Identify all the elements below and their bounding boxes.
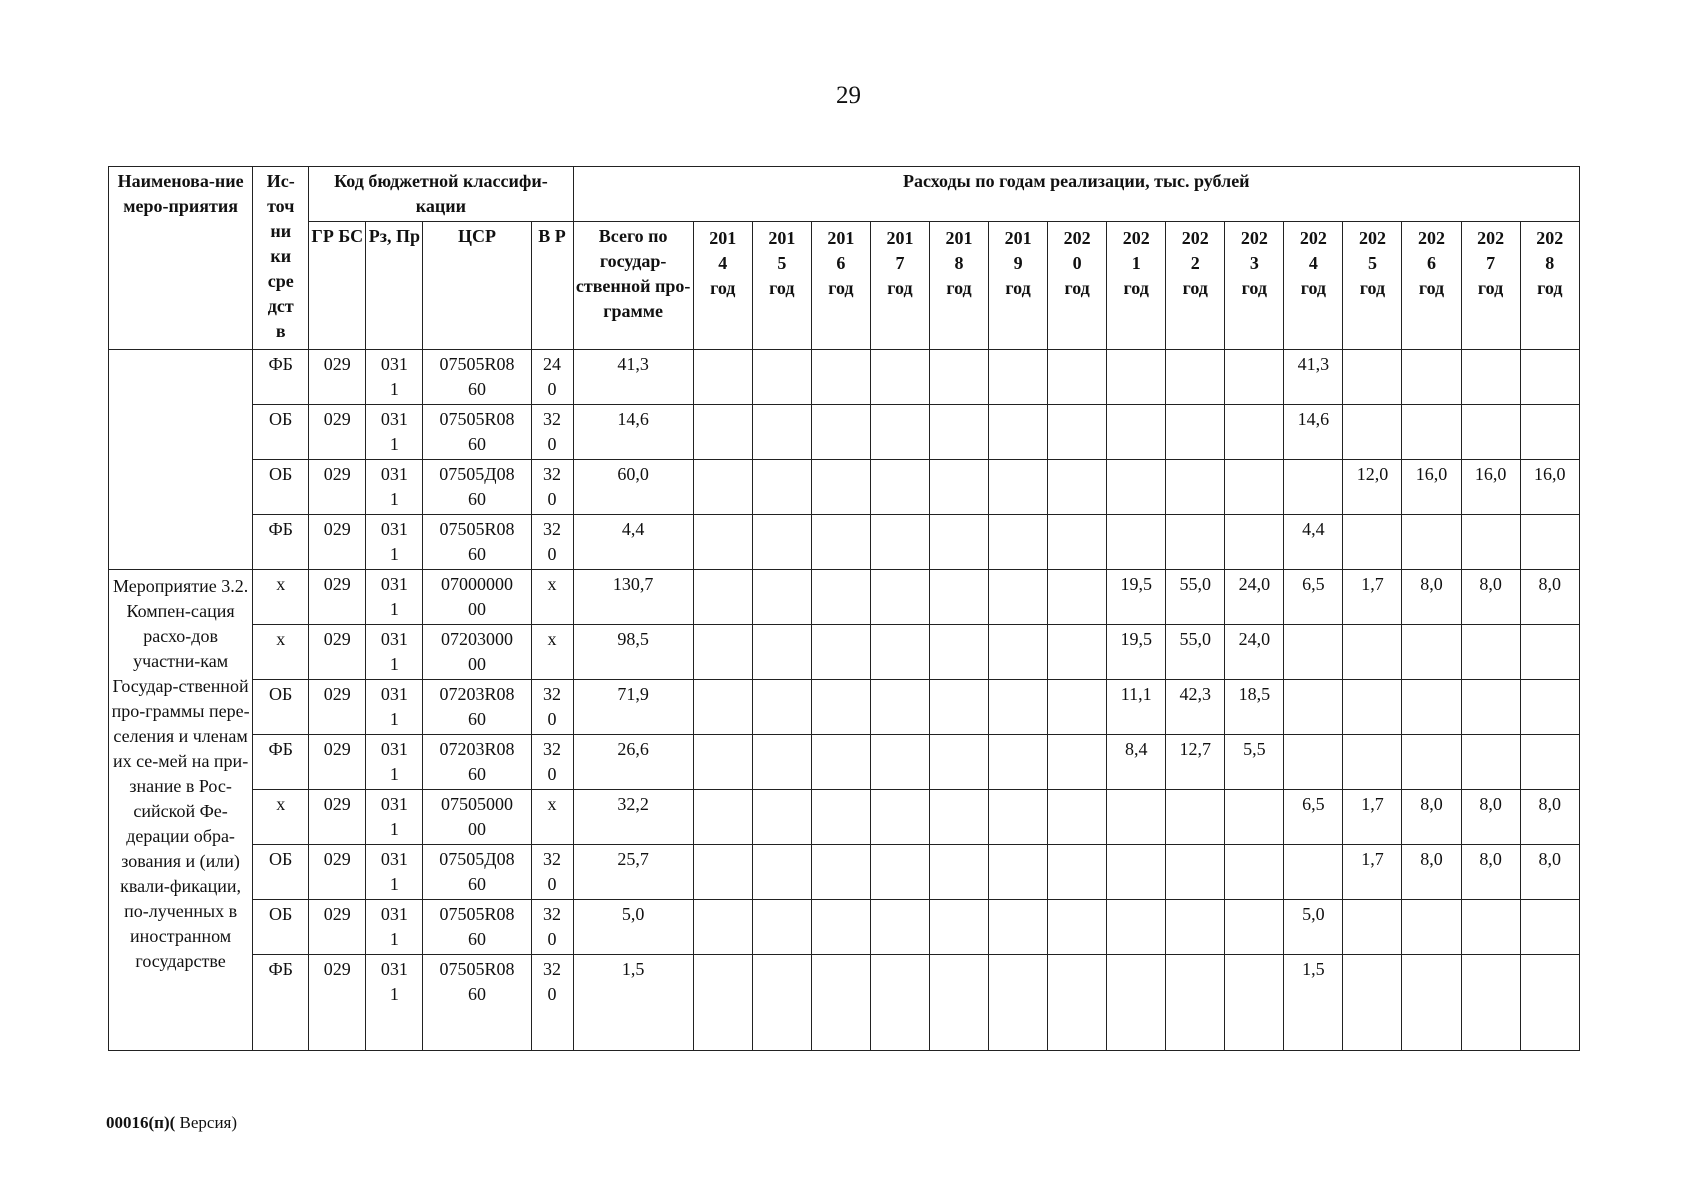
- year-value-cell: [989, 955, 1048, 1051]
- year-value-cell: 14,6: [1284, 405, 1343, 460]
- header-year-2: 201 6 год: [811, 222, 870, 350]
- year-value-cell: [1225, 845, 1284, 900]
- vr-cell: х: [531, 570, 573, 625]
- vr-cell: 32 0: [531, 900, 573, 955]
- year-value-cell: [1107, 790, 1166, 845]
- year-value-cell: [752, 680, 811, 735]
- year-value-cell: 16,0: [1520, 460, 1579, 515]
- rzpr-cell: 031 1: [366, 405, 423, 460]
- table-row: [109, 735, 1580, 790]
- rzpr-cell: 031 1: [366, 515, 423, 570]
- year-value-cell: [1343, 735, 1402, 790]
- year-value-cell: [1284, 460, 1343, 515]
- year-value-cell: [811, 350, 870, 405]
- table-row: [109, 350, 1580, 405]
- year-value-cell: [1520, 625, 1579, 680]
- year-value-cell: 1,7: [1343, 570, 1402, 625]
- year-value-cell: [1343, 515, 1402, 570]
- header-year-1: 201 5 год: [752, 222, 811, 350]
- year-value-cell: [929, 955, 988, 1051]
- source-cell: х: [253, 625, 309, 680]
- footer-code-text: 00016(п)(: [106, 1113, 176, 1132]
- year-value-cell: 12,7: [1166, 735, 1225, 790]
- table-row: [109, 405, 1580, 460]
- year-value-cell: 8,0: [1402, 790, 1461, 845]
- rzpr-cell: 031 1: [366, 625, 423, 680]
- year-value-cell: [989, 350, 1048, 405]
- total-cell: 98,5: [573, 625, 693, 680]
- year-value-cell: [1048, 350, 1107, 405]
- year-value-cell: [870, 680, 929, 735]
- table-row: [109, 790, 1580, 845]
- csr-cell: 07505Д08 60: [423, 460, 531, 515]
- year-value-cell: [811, 845, 870, 900]
- source-cell: ОБ: [253, 460, 309, 515]
- header-year-6: 202 0 год: [1048, 222, 1107, 350]
- year-value-cell: [870, 460, 929, 515]
- year-value-cell: [693, 845, 752, 900]
- rzpr-cell: 031 1: [366, 735, 423, 790]
- vr-cell: х: [531, 790, 573, 845]
- year-value-cell: 55,0: [1166, 625, 1225, 680]
- year-value-cell: [1520, 405, 1579, 460]
- year-value-cell: [1166, 790, 1225, 845]
- year-value-cell: [693, 460, 752, 515]
- source-cell: ОБ: [253, 845, 309, 900]
- year-value-cell: 12,0: [1343, 460, 1402, 515]
- year-value-cell: [1166, 350, 1225, 405]
- year-value-cell: [752, 515, 811, 570]
- year-value-cell: [1107, 515, 1166, 570]
- year-value-cell: [1284, 625, 1343, 680]
- header-year-14: 202 8 год: [1520, 222, 1579, 350]
- year-value-cell: 4,4: [1284, 515, 1343, 570]
- year-value-cell: [1402, 680, 1461, 735]
- vr-cell: 24 0: [531, 350, 573, 405]
- source-cell: ФБ: [253, 515, 309, 570]
- year-value-cell: [1107, 350, 1166, 405]
- year-value-cell: [1107, 955, 1166, 1051]
- source-cell: ОБ: [253, 405, 309, 460]
- total-cell: 130,7: [573, 570, 693, 625]
- year-value-cell: [811, 900, 870, 955]
- year-value-cell: [752, 350, 811, 405]
- grbs-cell: 029: [309, 790, 366, 845]
- year-value-cell: [1520, 735, 1579, 790]
- year-value-cell: 11,1: [1107, 680, 1166, 735]
- year-value-cell: 5,0: [1284, 900, 1343, 955]
- year-value-cell: [1520, 900, 1579, 955]
- csr-cell: 07505R08 60: [423, 515, 531, 570]
- year-value-cell: [870, 845, 929, 900]
- year-value-cell: [1284, 735, 1343, 790]
- year-value-cell: [752, 735, 811, 790]
- year-value-cell: [929, 350, 988, 405]
- csr-cell: 07203000 00: [423, 625, 531, 680]
- year-value-cell: [1107, 405, 1166, 460]
- year-value-cell: [1284, 680, 1343, 735]
- vr-cell: 32 0: [531, 845, 573, 900]
- total-cell: 71,9: [573, 680, 693, 735]
- year-value-cell: [1225, 350, 1284, 405]
- header-rzpr: Рз, Пр: [366, 222, 423, 350]
- vr-cell: 32 0: [531, 460, 573, 515]
- year-value-cell: [929, 570, 988, 625]
- year-value-cell: [752, 955, 811, 1051]
- header-year-9: 202 3 год: [1225, 222, 1284, 350]
- total-cell: 41,3: [573, 350, 693, 405]
- year-value-cell: [693, 735, 752, 790]
- year-value-cell: [989, 790, 1048, 845]
- year-value-cell: [1107, 460, 1166, 515]
- page-number: 29: [836, 82, 861, 109]
- year-value-cell: [1166, 515, 1225, 570]
- total-cell: 14,6: [573, 405, 693, 460]
- csr-cell: 07203R08 60: [423, 680, 531, 735]
- csr-cell: 07505000 00: [423, 790, 531, 845]
- year-value-cell: 24,0: [1225, 570, 1284, 625]
- year-value-cell: [811, 735, 870, 790]
- year-value-cell: [989, 405, 1048, 460]
- grbs-cell: 029: [309, 515, 366, 570]
- source-cell: ФБ: [253, 955, 309, 1051]
- year-value-cell: [1461, 515, 1520, 570]
- year-value-cell: [1343, 350, 1402, 405]
- source-cell: ОБ: [253, 680, 309, 735]
- vr-cell: 32 0: [531, 515, 573, 570]
- year-value-cell: [1107, 845, 1166, 900]
- table-row: [109, 625, 1580, 680]
- year-value-cell: [1048, 515, 1107, 570]
- year-value-cell: [1048, 625, 1107, 680]
- year-value-cell: 8,0: [1520, 570, 1579, 625]
- year-value-cell: [1520, 955, 1579, 1051]
- year-value-cell: [989, 845, 1048, 900]
- header-expenses-group: Расходы по годам реализации, тыс. рублей: [573, 167, 1579, 222]
- year-value-cell: [929, 900, 988, 955]
- year-value-cell: [989, 680, 1048, 735]
- year-value-cell: 55,0: [1166, 570, 1225, 625]
- year-value-cell: [1166, 900, 1225, 955]
- year-value-cell: [811, 955, 870, 1051]
- year-value-cell: [752, 460, 811, 515]
- year-value-cell: [1048, 680, 1107, 735]
- year-value-cell: [1520, 350, 1579, 405]
- total-cell: 4,4: [573, 515, 693, 570]
- year-value-cell: [1048, 955, 1107, 1051]
- header-grbs: ГР БС: [309, 222, 366, 350]
- year-value-cell: [1343, 625, 1402, 680]
- table-row: [109, 680, 1580, 735]
- year-value-cell: [870, 570, 929, 625]
- year-value-cell: 16,0: [1402, 460, 1461, 515]
- header-source: Ис-точ ни ки сре дст в: [253, 167, 309, 350]
- grbs-cell: 029: [309, 350, 366, 405]
- year-value-cell: [1048, 460, 1107, 515]
- grbs-cell: 029: [309, 845, 366, 900]
- year-value-cell: [929, 790, 988, 845]
- vr-cell: 32 0: [531, 680, 573, 735]
- grbs-cell: 029: [309, 625, 366, 680]
- year-value-cell: 1,7: [1343, 845, 1402, 900]
- year-value-cell: [929, 625, 988, 680]
- year-value-cell: 41,3: [1284, 350, 1343, 405]
- year-value-cell: 1,5: [1284, 955, 1343, 1051]
- year-value-cell: [989, 570, 1048, 625]
- csr-cell: 07505Д08 60: [423, 845, 531, 900]
- csr-cell: 07505R08 60: [423, 900, 531, 955]
- year-value-cell: [1520, 515, 1579, 570]
- rzpr-cell: 031 1: [366, 790, 423, 845]
- year-value-cell: [1343, 900, 1402, 955]
- year-value-cell: [1461, 350, 1520, 405]
- year-value-cell: [1402, 405, 1461, 460]
- year-value-cell: [811, 625, 870, 680]
- rzpr-cell: 031 1: [366, 955, 423, 1051]
- table-row: [109, 570, 1580, 625]
- year-value-cell: [1461, 955, 1520, 1051]
- table-row: [109, 460, 1580, 515]
- year-value-cell: [693, 515, 752, 570]
- year-value-cell: 8,4: [1107, 735, 1166, 790]
- year-value-cell: [693, 405, 752, 460]
- total-cell: 5,0: [573, 900, 693, 955]
- year-value-cell: [811, 570, 870, 625]
- year-value-cell: [1225, 515, 1284, 570]
- year-value-cell: [1461, 405, 1520, 460]
- rzpr-cell: 031 1: [366, 900, 423, 955]
- grbs-cell: 029: [309, 955, 366, 1051]
- year-value-cell: [929, 405, 988, 460]
- csr-cell: 07203R08 60: [423, 735, 531, 790]
- year-value-cell: [1402, 900, 1461, 955]
- year-value-cell: 19,5: [1107, 570, 1166, 625]
- rzpr-cell: 031 1: [366, 845, 423, 900]
- year-value-cell: [1107, 900, 1166, 955]
- grbs-cell: 029: [309, 405, 366, 460]
- grbs-cell: 029: [309, 460, 366, 515]
- year-value-cell: [1284, 845, 1343, 900]
- header-year-8: 202 2 год: [1166, 222, 1225, 350]
- rzpr-cell: 031 1: [366, 570, 423, 625]
- year-value-cell: [1402, 515, 1461, 570]
- year-value-cell: 8,0: [1402, 570, 1461, 625]
- total-cell: 26,6: [573, 735, 693, 790]
- year-value-cell: [811, 680, 870, 735]
- year-value-cell: [1225, 955, 1284, 1051]
- year-value-cell: [693, 955, 752, 1051]
- year-value-cell: [752, 570, 811, 625]
- rzpr-cell: 031 1: [366, 350, 423, 405]
- year-value-cell: [752, 845, 811, 900]
- year-value-cell: [929, 845, 988, 900]
- source-cell: ФБ: [253, 350, 309, 405]
- year-value-cell: [1402, 350, 1461, 405]
- year-value-cell: [870, 350, 929, 405]
- footer-code: [106, 1113, 237, 1133]
- table-row: [109, 515, 1580, 570]
- grbs-cell: 029: [309, 680, 366, 735]
- footer-version: Версия): [175, 1113, 238, 1132]
- header-year-3: 201 7 год: [870, 222, 929, 350]
- year-value-cell: [989, 625, 1048, 680]
- header-total: Всего по государ-ственной про-грамме: [573, 222, 693, 350]
- year-value-cell: [1048, 900, 1107, 955]
- year-value-cell: 16,0: [1461, 460, 1520, 515]
- total-cell: 25,7: [573, 845, 693, 900]
- year-value-cell: [1048, 845, 1107, 900]
- header-year-4: 201 8 год: [929, 222, 988, 350]
- source-cell: ОБ: [253, 900, 309, 955]
- year-value-cell: 5,5: [1225, 735, 1284, 790]
- source-cell: х: [253, 790, 309, 845]
- year-value-cell: [1402, 625, 1461, 680]
- year-value-cell: 8,0: [1402, 845, 1461, 900]
- csr-cell: 07505R08 60: [423, 405, 531, 460]
- year-value-cell: 42,3: [1166, 680, 1225, 735]
- header-year-11: 202 5 год: [1343, 222, 1402, 350]
- vr-cell: х: [531, 625, 573, 680]
- year-value-cell: [693, 570, 752, 625]
- year-value-cell: [1343, 405, 1402, 460]
- year-value-cell: [1461, 625, 1520, 680]
- year-value-cell: [1048, 570, 1107, 625]
- year-value-cell: [752, 625, 811, 680]
- total-cell: 32,2: [573, 790, 693, 845]
- year-value-cell: [1225, 405, 1284, 460]
- year-value-cell: [1520, 680, 1579, 735]
- year-value-cell: [752, 790, 811, 845]
- year-value-cell: 8,0: [1520, 845, 1579, 900]
- source-cell: ФБ: [253, 735, 309, 790]
- year-value-cell: [811, 515, 870, 570]
- year-value-cell: [929, 735, 988, 790]
- year-value-cell: [1225, 900, 1284, 955]
- year-value-cell: [811, 790, 870, 845]
- year-value-cell: [870, 790, 929, 845]
- header-year-12: 202 6 год: [1402, 222, 1461, 350]
- vr-cell: 32 0: [531, 955, 573, 1051]
- year-value-cell: 8,0: [1461, 845, 1520, 900]
- header-name: Наименова-ние меро-приятия: [109, 167, 253, 350]
- year-value-cell: [1166, 405, 1225, 460]
- header-year-0: 201 4 год: [693, 222, 752, 350]
- year-value-cell: [1225, 460, 1284, 515]
- csr-cell: 07505R08 60: [423, 955, 531, 1051]
- year-value-cell: [811, 405, 870, 460]
- year-value-cell: [693, 900, 752, 955]
- year-value-cell: [1166, 845, 1225, 900]
- table-row: [109, 900, 1580, 955]
- header-vr: В Р: [531, 222, 573, 350]
- grbs-cell: 029: [309, 900, 366, 955]
- header-csr: ЦСР: [423, 222, 531, 350]
- csr-cell: 07000000 00: [423, 570, 531, 625]
- year-value-cell: [1166, 955, 1225, 1051]
- year-value-cell: [870, 405, 929, 460]
- year-value-cell: [929, 680, 988, 735]
- total-cell: 1,5: [573, 955, 693, 1051]
- year-value-cell: [870, 515, 929, 570]
- header-year-5: 201 9 год: [989, 222, 1048, 350]
- year-value-cell: [1048, 790, 1107, 845]
- year-value-cell: [870, 900, 929, 955]
- year-value-cell: [870, 735, 929, 790]
- year-value-cell: 6,5: [1284, 570, 1343, 625]
- year-value-cell: [929, 515, 988, 570]
- year-value-cell: [693, 350, 752, 405]
- year-value-cell: [693, 790, 752, 845]
- year-value-cell: 1,7: [1343, 790, 1402, 845]
- year-value-cell: [1461, 680, 1520, 735]
- year-value-cell: [1343, 955, 1402, 1051]
- year-value-cell: [929, 460, 988, 515]
- vr-cell: 32 0: [531, 405, 573, 460]
- year-value-cell: 24,0: [1225, 625, 1284, 680]
- year-value-cell: [1461, 900, 1520, 955]
- source-cell: х: [253, 570, 309, 625]
- total-cell: 60,0: [573, 460, 693, 515]
- year-value-cell: [1048, 735, 1107, 790]
- year-value-cell: [870, 625, 929, 680]
- year-value-cell: [870, 955, 929, 1051]
- year-value-cell: [989, 735, 1048, 790]
- year-value-cell: [1402, 735, 1461, 790]
- year-value-cell: [989, 900, 1048, 955]
- header-year-7: 202 1 год: [1107, 222, 1166, 350]
- year-value-cell: 8,0: [1461, 570, 1520, 625]
- rzpr-cell: 031 1: [366, 460, 423, 515]
- year-value-cell: [989, 460, 1048, 515]
- header-year-13: 202 7 год: [1461, 222, 1520, 350]
- year-value-cell: 8,0: [1461, 790, 1520, 845]
- year-value-cell: [693, 625, 752, 680]
- name-cell-empty: [109, 350, 253, 570]
- budget-table: [108, 166, 1580, 1051]
- year-value-cell: 8,0: [1520, 790, 1579, 845]
- year-value-cell: [989, 515, 1048, 570]
- year-value-cell: [1461, 735, 1520, 790]
- csr-cell: 07505R08 60: [423, 350, 531, 405]
- year-value-cell: [1225, 790, 1284, 845]
- year-value-cell: [1048, 405, 1107, 460]
- grbs-cell: 029: [309, 735, 366, 790]
- table-row: [109, 845, 1580, 900]
- year-value-cell: 19,5: [1107, 625, 1166, 680]
- vr-cell: 32 0: [531, 735, 573, 790]
- year-value-cell: [752, 900, 811, 955]
- year-value-cell: [693, 680, 752, 735]
- header-year-10: 202 4 год: [1284, 222, 1343, 350]
- year-value-cell: 6,5: [1284, 790, 1343, 845]
- year-value-cell: 18,5: [1225, 680, 1284, 735]
- year-value-cell: [1402, 955, 1461, 1051]
- year-value-cell: [1166, 460, 1225, 515]
- year-value-cell: [1343, 680, 1402, 735]
- year-value-cell: [811, 460, 870, 515]
- year-value-cell: [752, 405, 811, 460]
- grbs-cell: 029: [309, 570, 366, 625]
- header-bcc-group: Код бюджетной классифи-кации: [309, 167, 573, 222]
- table-row: [109, 955, 1580, 1051]
- measure-name: Мероприятие 3.2. Компен-сация расхо-дов участни-кам Государ-ственной про-граммы пере-селения и членам их се-мей на при-знание в Рос-сийской Фе-дерации обра-зования и (или) квали-фикации, по-лученных в иностранном государстве: [109, 570, 253, 1051]
- rzpr-cell: 031 1: [366, 680, 423, 735]
